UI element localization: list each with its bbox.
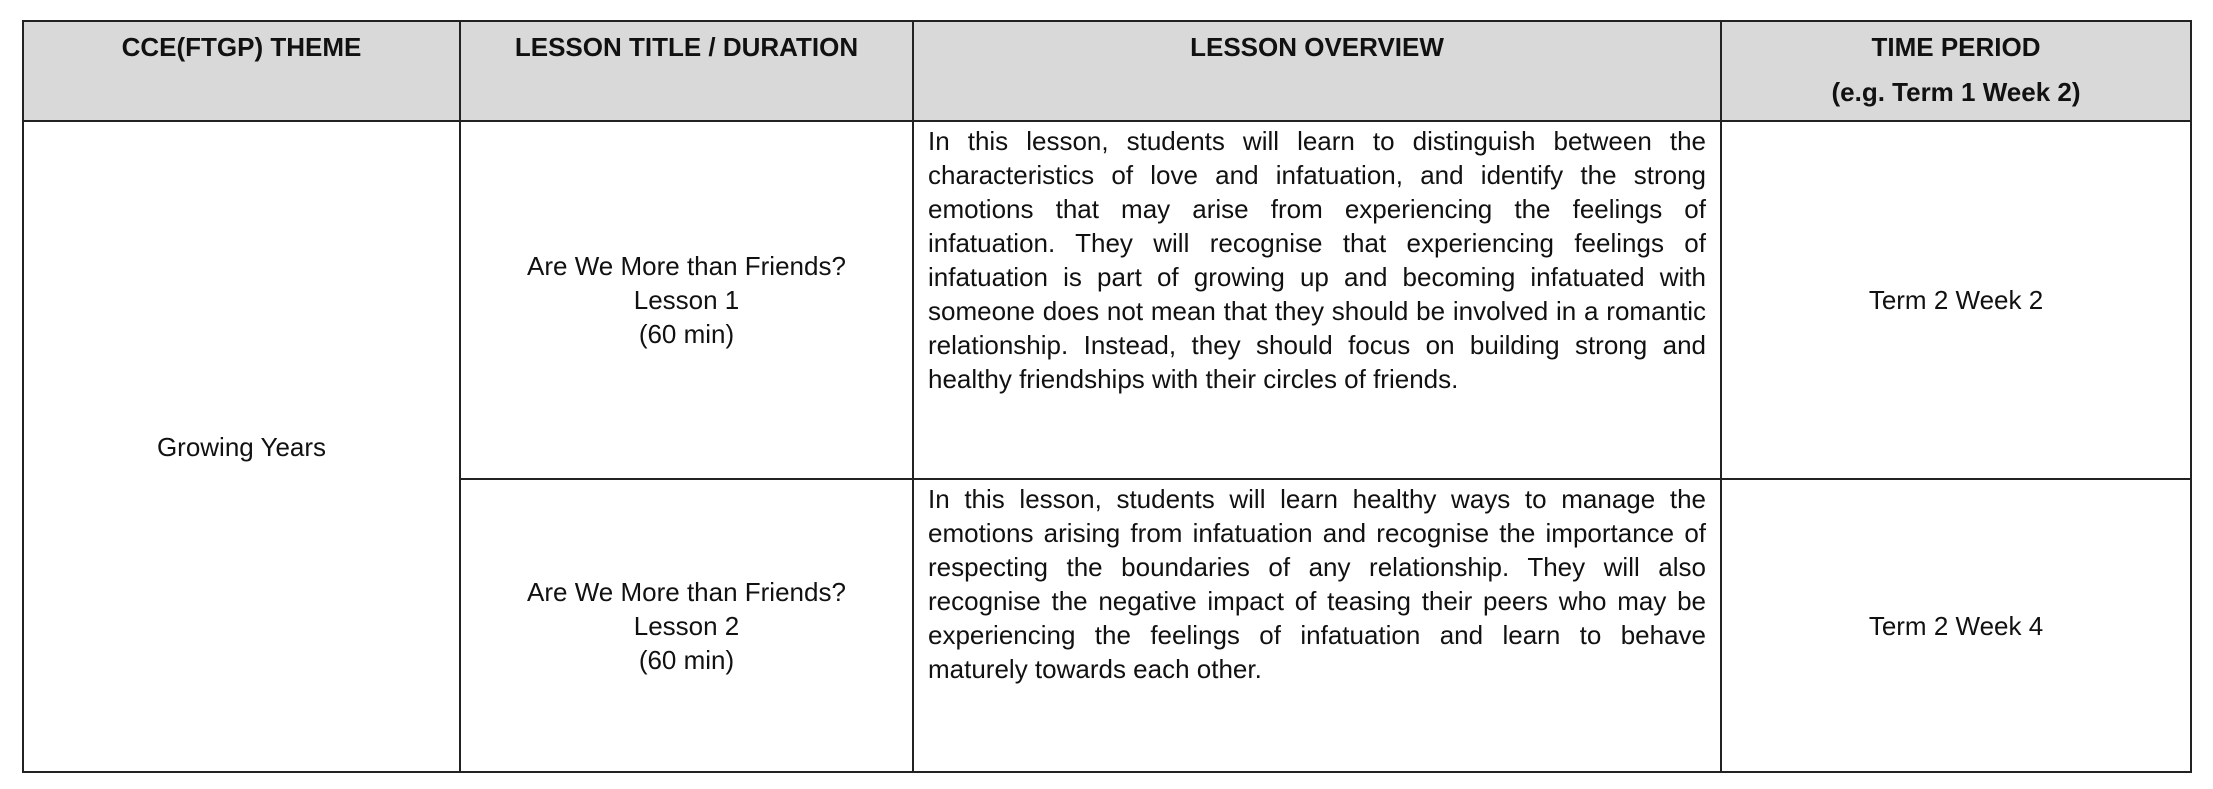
header-theme (23, 21, 460, 121)
time-period-text: Term 2 Week 4 (1868, 610, 2044, 641)
header-time-period-example: (e.g. Term 1 Week 2) (1831, 77, 2081, 107)
header-theme-label: CCE(FTGP) THEME (121, 32, 362, 62)
header-row (23, 21, 2191, 121)
lesson-number: Lesson 1 (633, 285, 740, 315)
header-overview (913, 21, 1721, 121)
table-body (23, 121, 2191, 772)
time-period-cell (1721, 479, 2191, 772)
header-lesson-title (460, 21, 913, 121)
lesson-title-cell (460, 121, 913, 479)
lesson-title: Are We More than Friends? (527, 251, 846, 281)
lesson-duration: (60 min) (638, 319, 735, 349)
lesson-number: Lesson 2 (633, 610, 740, 641)
theme-text: Growing Years (156, 431, 327, 462)
header-overview-label: LESSON OVERVIEW (1190, 32, 1444, 62)
lesson-plan-table (22, 20, 2192, 773)
lesson-overview-text: In this lesson, students will learn healthy ways to manage the emotions arising from infatuation and recognise the importance of respecting the boundaries of any relationship. They will also recognise the negative impact of teasing their peers who may be experiencing the feelings of infatuation and learn to behave maturely towards each other. (928, 484, 1706, 684)
lesson-title-cell (460, 479, 913, 772)
lesson-title: Are We More than Friends? (527, 576, 846, 607)
lesson-overview-text: In this lesson, students will learn to distinguish between the characteristics of love and infatuation, and identify the strong emotions that may arise from experiencing the feelings of infatuation. They will recognise that experiencing feelings of infatuation is part of growing up and becoming infatuated with someone does not mean that they should be involved in a romantic relationship. Instead, they should focus on building strong and healthy friendships with their circles of friends. (928, 126, 1706, 394)
header-time-period (1721, 21, 2191, 121)
header-time-period-label: TIME PERIOD (1871, 32, 2041, 62)
table-header (23, 21, 2191, 121)
lesson-duration: (60 min) (638, 644, 735, 675)
lesson-overview-cell (913, 479, 1721, 772)
lesson-overview-cell (913, 121, 1721, 479)
time-period-cell (1721, 121, 2191, 479)
header-lesson-title-label: LESSON TITLE / DURATION (514, 32, 859, 62)
table-row (23, 121, 2191, 479)
theme-cell (23, 121, 460, 772)
time-period-text: Term 2 Week 2 (1868, 285, 2044, 315)
